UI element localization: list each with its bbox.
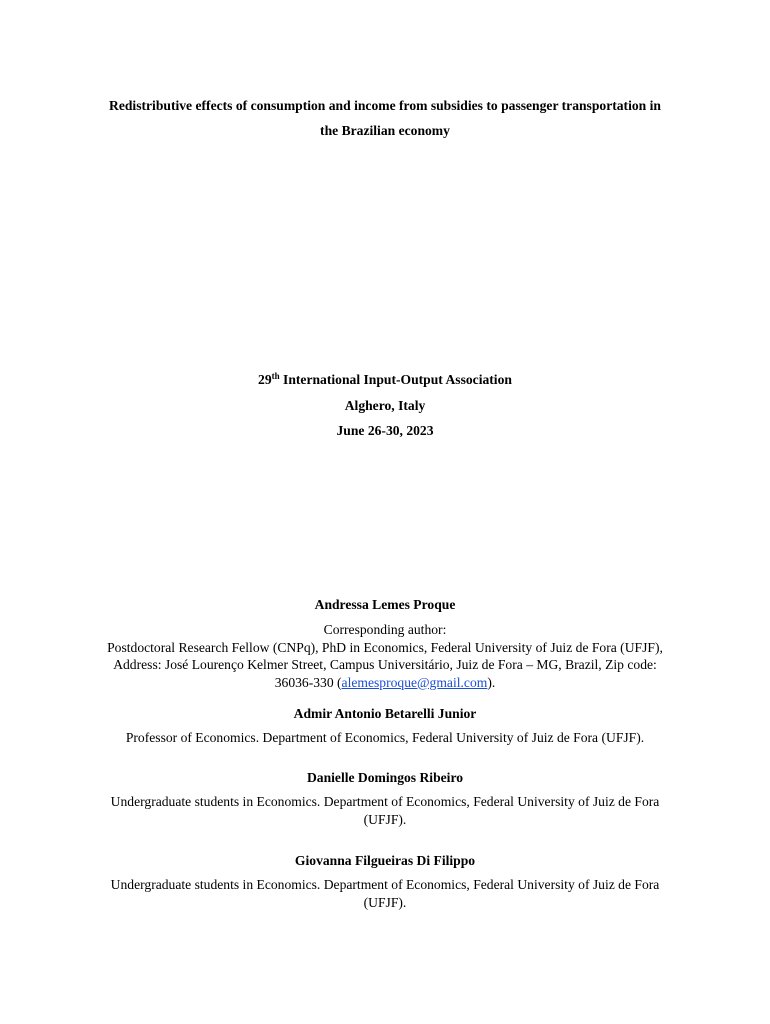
title-line-2: the Brazilian economy bbox=[320, 123, 450, 138]
zip-close: ). bbox=[487, 674, 496, 690]
author-affiliation-4 bbox=[60, 876, 710, 911]
author-name-1: Andressa Lemes Proque bbox=[314, 597, 456, 612]
title-line-1: Redistributive effects of consumption and income from subsidies to passenger transportation in bbox=[109, 98, 661, 113]
conference-name bbox=[40, 370, 730, 390]
paper-title bbox=[40, 93, 730, 143]
conference-location: Alghero, Italy bbox=[344, 398, 426, 413]
corresponding-author-label: Corresponding author: bbox=[323, 622, 447, 637]
conference-title: International Input-Output Association bbox=[279, 372, 512, 387]
conference-dates: June 26-30, 2023 bbox=[336, 423, 434, 438]
zip-code: 36036-330 ( bbox=[274, 674, 342, 690]
affiliation-4-line-2: (UFJF). bbox=[363, 894, 407, 910]
affiliation-3-line-1: Undergraduate students in Economics. Department of Economics, Federal University of Juiz de Fora bbox=[110, 794, 660, 809]
conference-ordinal: 29 bbox=[258, 372, 272, 387]
author-position-1: Postdoctoral Research Fellow (CNPq), PhD in Economics, Federal University of Juiz de Fora (UFJF), bbox=[107, 639, 663, 655]
affiliation-3-line-2: (UFJF). bbox=[363, 811, 407, 827]
conference-ordinal-suffix: th bbox=[271, 371, 280, 381]
author-affiliation-3 bbox=[60, 793, 710, 828]
author-name-3: Danielle Domingos Ribeiro bbox=[306, 770, 464, 785]
author-zip-email-1 bbox=[60, 674, 710, 692]
author-name-4: Giovanna Filgueiras Di Filippo bbox=[294, 853, 476, 868]
email-link[interactable]: alemesproque@gmail.com bbox=[341, 674, 488, 690]
author-affiliation-2: Professor of Economics. Department of Economics, Federal University of Juiz de Fora (UFJF). bbox=[125, 730, 645, 745]
author-affiliation-1 bbox=[60, 621, 710, 691]
author-name-2: Admir Antonio Betarelli Junior bbox=[293, 706, 477, 721]
affiliation-4-line-1: Undergraduate students in Economics. Department of Economics, Federal University of Juiz de Fora bbox=[110, 877, 660, 892]
author-address-1: Address: José Lourenço Kelmer Street, Campus Universitário, Juiz de Fora – MG, Brazil, Zip code: bbox=[113, 657, 657, 672]
